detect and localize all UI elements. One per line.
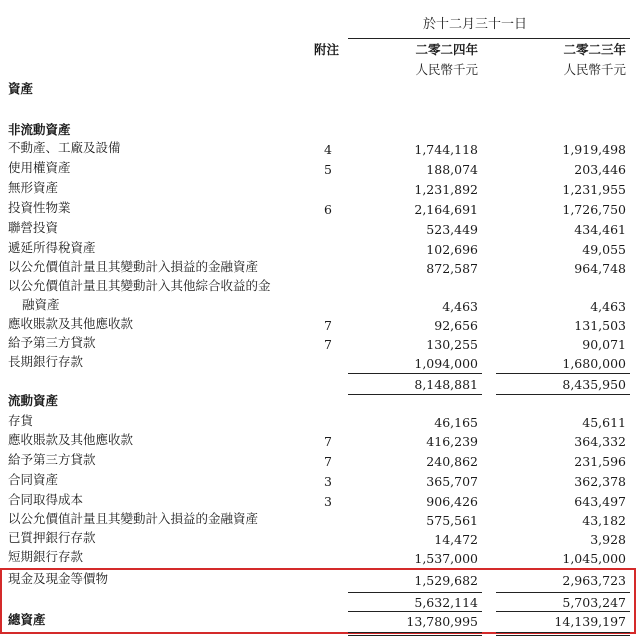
row-value-2023: 203,446: [574, 162, 626, 177]
row-value-2023: 434,461: [574, 222, 626, 237]
row-note: 7: [324, 454, 332, 469]
row-value-2024: 92,656: [434, 318, 478, 333]
subtotal-rule: [348, 373, 482, 374]
row-label: 給予第三方貸款: [8, 335, 96, 350]
row-label: 存貨: [8, 413, 34, 428]
row-value-2023: 362,378: [574, 474, 626, 489]
row-value-2024: 416,239: [426, 434, 478, 449]
row-label: 以公允價值計量且其變動計入其他綜合收益的金: [8, 278, 271, 293]
row-value-2023: 643,497: [574, 494, 626, 509]
row-value-2023: 1,726,750: [562, 202, 626, 217]
total-assets-2023: 14,139,197: [554, 614, 626, 629]
row-value-2023: 1,680,000: [562, 356, 626, 371]
row-value-2024: 46,165: [434, 415, 478, 430]
row-value-2023: 45,611: [582, 415, 626, 430]
row-label: 應收賬款及其他應收款: [8, 432, 134, 447]
col-2024-header: 二零二四年: [415, 42, 478, 57]
row-value-2024: 1,094,000: [414, 356, 478, 371]
row-value-2023: 1,045,000: [562, 551, 626, 566]
row-value-2023: 2,963,723: [562, 573, 626, 588]
row-label: 長期銀行存款: [8, 354, 84, 369]
current-total-2023: 5,703,247: [562, 595, 626, 610]
col-2024-unit: 人民幣千元: [415, 62, 478, 77]
col-2023-unit: 人民幣千元: [563, 62, 626, 77]
subtotal-rule: [348, 394, 482, 395]
row-value-2024: 906,426: [426, 494, 478, 509]
row-value-2024: 102,696: [426, 242, 478, 257]
row-value-2023: 90,071: [582, 337, 626, 352]
notes-column-header: 附注: [314, 42, 340, 57]
row-value-2024: 575,561: [426, 513, 478, 528]
row-value-2023: 43,182: [582, 513, 626, 528]
row-label: 已質押銀行存款: [8, 530, 96, 545]
assets-heading: 資產: [8, 81, 34, 96]
row-note: 7: [324, 318, 332, 333]
row-label: 以公允價值計量且其變動計入損益的金融資產: [8, 259, 259, 274]
grand-total-rule: [348, 635, 482, 636]
row-note: 6: [324, 202, 332, 217]
grand-total-rule: [348, 632, 482, 633]
row-value-2024: 1,231,892: [414, 182, 478, 197]
subtotal-rule: [496, 394, 630, 395]
row-value-2023: 49,055: [582, 242, 626, 257]
subtotal-rule: [496, 373, 630, 374]
row-value-2024: 523,449: [426, 222, 478, 237]
row-value-2024: 1,744,118: [414, 142, 478, 157]
row-label: 使用權資產: [8, 160, 71, 175]
row-label: 合同資產: [8, 472, 59, 487]
row-value-2024: 872,587: [426, 261, 478, 276]
row-note: 5: [324, 162, 332, 177]
row-value-2024: 1,529,682: [414, 573, 478, 588]
row-value-2023: 231,596: [574, 454, 626, 469]
current-assets-heading: 流動資產: [8, 393, 59, 408]
row-note: 3: [324, 474, 332, 489]
non-current-total-2024: 8,148,881: [414, 377, 478, 392]
row-value-2024: 4,463: [442, 299, 478, 314]
non-current-assets-heading: 非流動資產: [8, 122, 71, 137]
row-note: 7: [324, 337, 332, 352]
row-value-2024: 130,255: [426, 337, 478, 352]
row-label: 融資產: [22, 297, 60, 312]
grand-total-rule: [496, 635, 630, 636]
grand-total-rule: [496, 632, 630, 633]
row-note: 4: [324, 142, 332, 157]
row-label: 以公允價值計量且其變動計入損益的金融資產: [8, 511, 259, 526]
row-note: 7: [324, 434, 332, 449]
row-label: 應收賬款及其他應收款: [8, 316, 134, 331]
period-underline: [348, 38, 630, 39]
row-note: 3: [324, 494, 332, 509]
row-value-2024: 240,862: [426, 454, 478, 469]
period-heading: 於十二月三十一日: [422, 17, 527, 32]
row-label: 投資性物業: [8, 200, 71, 215]
row-value-2023: 1,231,955: [562, 182, 626, 197]
col-2023-header: 二零二三年: [563, 42, 626, 57]
row-label: 給予第三方貸款: [8, 452, 96, 467]
row-value-2023: 364,332: [574, 434, 626, 449]
row-value-2023: 3,928: [590, 532, 626, 547]
row-value-2023: 4,463: [590, 299, 626, 314]
row-value-2024: 365,707: [426, 474, 478, 489]
row-value-2024: 2,164,691: [414, 202, 478, 217]
row-label: 短期銀行存款: [8, 549, 84, 564]
row-label: 遞延所得稅資產: [8, 240, 96, 255]
row-value-2024: 188,074: [426, 162, 478, 177]
total-assets-2024: 13,780,995: [406, 614, 478, 629]
row-value-2024: 14,472: [434, 532, 478, 547]
row-label: 現金及現金等價物: [8, 571, 109, 586]
total-assets-label: 總資產: [8, 612, 46, 627]
non-current-total-2023: 8,435,950: [562, 377, 626, 392]
row-value-2023: 964,748: [574, 261, 626, 276]
row-label: 聯營投資: [8, 220, 59, 235]
row-label: 不動產、工廠及設備: [8, 140, 121, 155]
row-value-2023: 1,919,498: [562, 142, 626, 157]
row-label: 合同取得成本: [8, 492, 84, 507]
row-value-2023: 131,503: [574, 318, 626, 333]
row-value-2024: 1,537,000: [414, 551, 478, 566]
current-total-2024: 5,632,114: [414, 595, 478, 610]
row-label: 無形資產: [8, 180, 59, 195]
